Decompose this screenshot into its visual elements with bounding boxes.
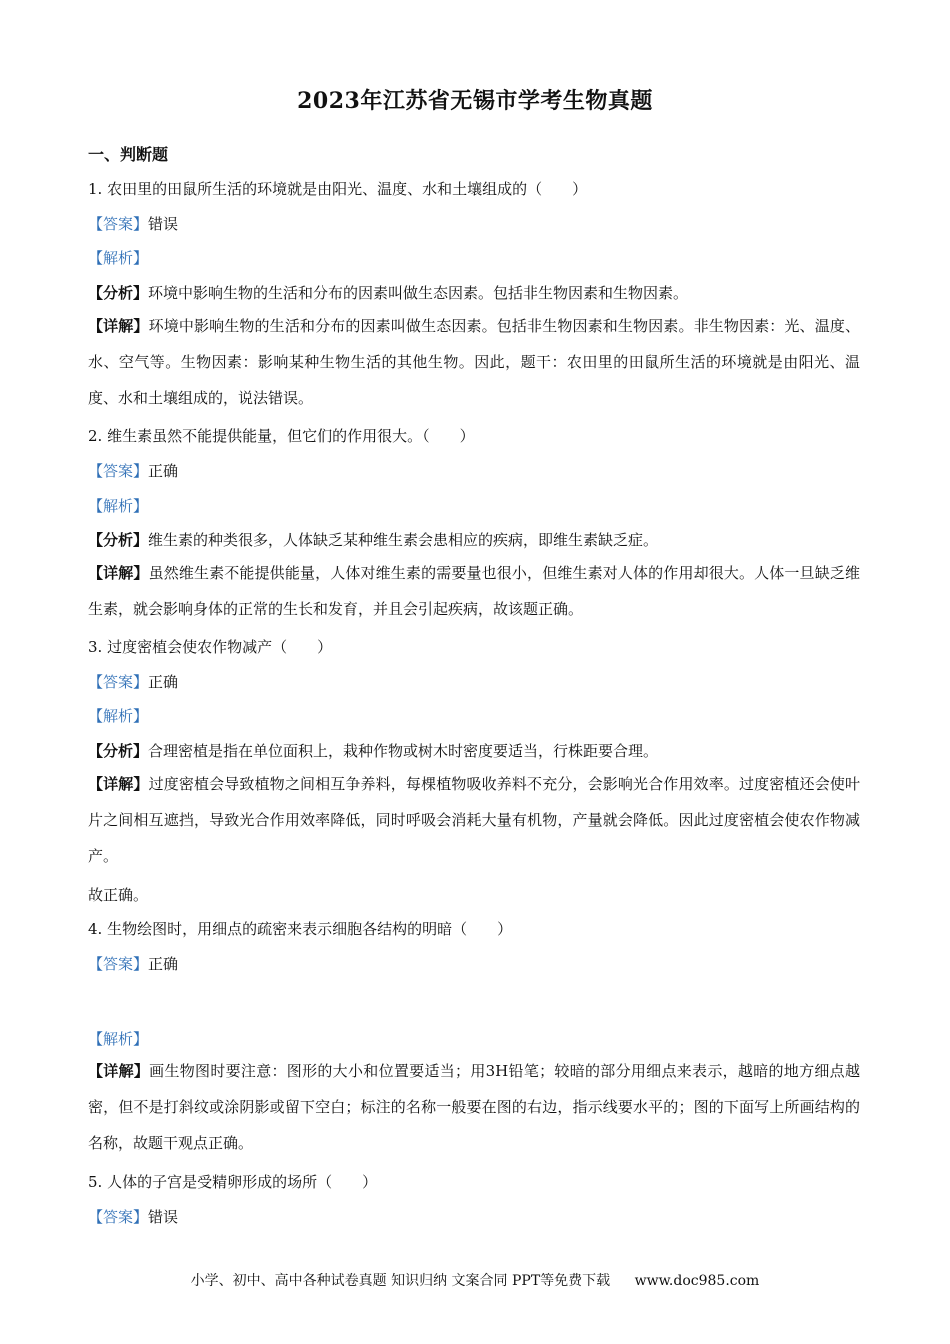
question-2-answer	[88, 460, 178, 481]
question-3-analysis-label: 【解析】	[88, 707, 149, 725]
question-4-stem: 4. 生物绘图时，用细点的疏密来表示细胞各结构的明暗（ ）	[88, 920, 513, 938]
fenxi-text: 维生素的种类很多，人体缺乏某种维生素会患相应的疾病，即维生素缺乏症。	[148, 531, 659, 549]
question-3-conclusion: 故正确。	[88, 886, 149, 904]
question-1-answer	[88, 213, 178, 234]
question-1-xiangjie	[88, 308, 860, 416]
answer-value: 正确	[148, 673, 179, 691]
answer-value: 正确	[148, 462, 179, 480]
question-5-stem: 5. 人体的子宫是受精卵形成的场所（ ）	[88, 1173, 378, 1191]
xiangjie-label: 【详解】	[88, 317, 149, 335]
fenxi-text: 合理密植是指在单位面积上，栽种作物或树木时密度要适当，行株距要合理。	[148, 742, 659, 760]
question-1-fenxi	[88, 282, 688, 303]
page-footer	[0, 1270, 950, 1290]
question-3-stem: 3. 过度密植会使农作物减产（ ）	[88, 638, 333, 656]
xiangjie-text: 画生物图时要注意：图形的大小和位置要适当；用3H铅笔；较暗的部分用细点来表示，越暗的地方细点越密，但不是打斜纹或涂阴影或留下空白；标注的名称一般要在图的右边，指示线要水平的；图的下面写上所画结构的名称，故题干观点正确。	[88, 1062, 860, 1152]
section-heading: 一、判断题	[88, 145, 169, 164]
question-2-fenxi	[88, 529, 658, 550]
question-2-analysis-label: 【解析】	[88, 497, 149, 515]
question-2-stem: 2. 维生素虽然不能提供能量，但它们的作用很大。（ ）	[88, 427, 475, 445]
fenxi-label: 【分析】	[88, 742, 149, 760]
question-1-stem: 1. 农田里的田鼠所生活的环境就是由阳光、温度、水和土壤组成的（ ）	[88, 180, 588, 198]
xiangjie-text: 虽然维生素不能提供能量，人体对维生素的需要量也很小，但维生素对人体的作用却很大。人体一旦缺乏维生素，就会影响身体的正常的生长和发育，并且会引起疾病，故该题正确。	[88, 564, 860, 618]
answer-label: 【答案】	[88, 955, 149, 973]
answer-label: 【答案】	[88, 462, 149, 480]
xiangjie-label: 【详解】	[88, 775, 149, 793]
fenxi-text: 环境中影响生物的生活和分布的因素叫做生态因素。包括非生物因素和生物因素。	[148, 284, 689, 302]
xiangjie-label: 【详解】	[88, 1062, 150, 1080]
question-4-xiangjie	[88, 1053, 860, 1161]
question-5-answer	[88, 1206, 178, 1227]
question-3-xiangjie	[88, 766, 860, 874]
question-3-fenxi	[88, 740, 658, 761]
answer-value: 正确	[148, 955, 179, 973]
question-2-xiangjie	[88, 555, 860, 627]
xiangjie-text: 过度密植会导致植物之间相互争养料，每棵植物吸收养料不充分，会影响光合作用效率。过度密植还会使叶片之间相互遮挡，导致光合作用效率降低，同时呼吸会消耗大量有机物，产量就会降低。因此过度密植会使农作物减产。	[88, 775, 860, 865]
answer-label: 【答案】	[88, 1208, 149, 1226]
xiangjie-label: 【详解】	[88, 564, 149, 582]
question-3-answer	[88, 671, 178, 692]
fenxi-label: 【分析】	[88, 531, 149, 549]
footer-text: 小学、初中、高中各种试卷真题 知识归纳 文案合同 PPT等免费下载	[190, 1273, 611, 1289]
xiangjie-text: 环境中影响生物的生活和分布的因素叫做生态因素。包括非生物因素和生物因素。非生物因素：光、温度、水、空气等。生物因素：影响某种生物生活的其他生物。因此，题干：农田里的田鼠所生活的环境就是由阳光、温度、水和土壤组成的，说法错误。	[88, 317, 860, 407]
question-4-analysis-label: 【解析】	[88, 1030, 149, 1048]
page-title: 2023年江苏省无锡市学考生物真题	[297, 88, 653, 114]
question-1-analysis-label: 【解析】	[88, 249, 149, 267]
answer-label: 【答案】	[88, 673, 149, 691]
question-4-answer	[88, 953, 178, 974]
answer-label: 【答案】	[88, 215, 149, 233]
answer-value: 错误	[148, 1208, 179, 1226]
answer-value: 错误	[148, 215, 179, 233]
footer-link[interactable]: www.doc985.com	[634, 1273, 760, 1289]
fenxi-label: 【分析】	[88, 284, 149, 302]
